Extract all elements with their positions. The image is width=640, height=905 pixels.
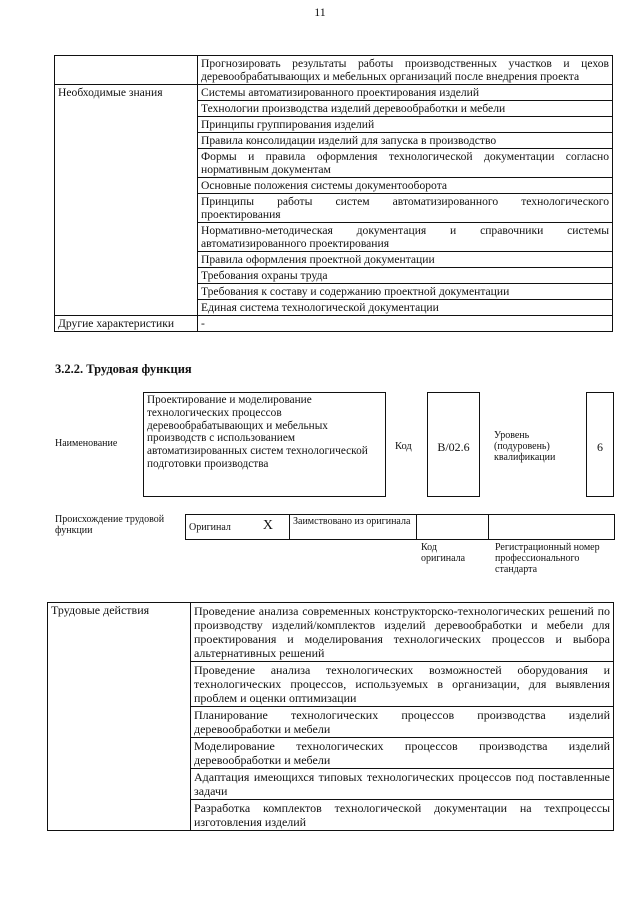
- origin-label: Происхождение трудовой функции: [55, 514, 165, 536]
- action-item: Планирование технологических процессов производства изделий деревообработки и мебели: [191, 707, 614, 738]
- knowledge-item: Правила оформления проектной документации: [198, 252, 613, 268]
- knowledge-item: Принципы группирования изделий: [198, 117, 613, 133]
- continued-row-text: Прогнозировать результаты работы производственных участков и цехов деревообрабатывающих и мебельных организаций после внедрения проекта: [198, 56, 613, 85]
- reg-number-cell: [489, 515, 615, 540]
- knowledge-item: Правила консолидации изделий для запуска в производство: [198, 133, 613, 149]
- function-name: Проектирование и моделирование технологических процессов деревообрабатывающих и мебельных производств с использованием автоматизированных систем технологической подготовки производства: [147, 394, 368, 470]
- action-item: Адаптация имеющихся типовых технологических процессов под поставленные задачи: [191, 769, 614, 800]
- continued-label-cell: [55, 56, 198, 85]
- name-label: Наименование: [55, 438, 118, 449]
- page-number: 11: [314, 5, 326, 19]
- knowledge-item: Технологии производства изделий деревообработки и мебели: [198, 101, 613, 117]
- knowledge-item: Требования к составу и содержанию проектной документации: [198, 284, 613, 300]
- knowledge-item: Основные положения системы документооборота: [198, 178, 613, 194]
- other-characteristics-label: Другие характеристики: [55, 316, 198, 332]
- actions-label: Трудовые действия: [48, 603, 191, 831]
- original-label: Оригинал: [189, 522, 231, 533]
- origin-table: [185, 514, 615, 540]
- action-item: Разработка комплектов технологической документации на техпроцессы изготовления изделий: [191, 800, 614, 831]
- original-mark: X: [262, 518, 273, 533]
- code-original-label: Код оригинала: [421, 542, 466, 564]
- original-cell: [186, 515, 290, 540]
- code-original-cell: [417, 515, 489, 540]
- name-value-box: [143, 392, 386, 497]
- reg-number-label: Регистрационный номер профессионального стандарта: [495, 542, 600, 575]
- code-label: Код: [395, 441, 412, 452]
- actions-table: [47, 602, 614, 831]
- knowledge-item: Формы и правила оформления технологической документации согласно нормативным документам: [198, 149, 613, 178]
- level-value-box: [586, 392, 614, 497]
- knowledge-item: Принципы работы систем автоматизированного технологического проектирования: [198, 194, 613, 223]
- action-item: Моделирование технологических процессов производства изделий деревообработки и мебели: [191, 738, 614, 769]
- knowledge-item: Требования охраны труда: [198, 268, 613, 284]
- borrowed-label: Заимствовано из оригинала: [290, 515, 417, 540]
- section-heading: 3.2.2. Трудовая функция: [55, 362, 192, 376]
- code-value-box: [427, 392, 480, 497]
- other-characteristics-value: -: [198, 316, 613, 332]
- knowledge-item: Нормативно-методическая документация и справочники системы автоматизированного проектирования: [198, 223, 613, 252]
- knowledge-item: Единая система технологической документации: [198, 300, 613, 316]
- knowledge-label: Необходимые знания: [55, 85, 198, 316]
- level-label: Уровень (подуровень) квалификации: [494, 430, 556, 463]
- knowledge-table: [54, 55, 613, 332]
- level-value: 6: [597, 440, 603, 454]
- code-value: B/02.6: [437, 440, 470, 454]
- action-item: Проведение анализа технологических возможностей оборудования и технологических процессов, используемых в организации, для выявления проблем и оценки оптимизации: [191, 662, 614, 707]
- action-item: Проведение анализа современных конструкторско-технологических решений по производству изделий/комплектов изделий деревообработки и мебели для проектирования и моделирования технологических процессов и выбора альтернативных решений: [191, 603, 614, 662]
- knowledge-item: Системы автоматизированного проектирования изделий: [198, 85, 613, 101]
